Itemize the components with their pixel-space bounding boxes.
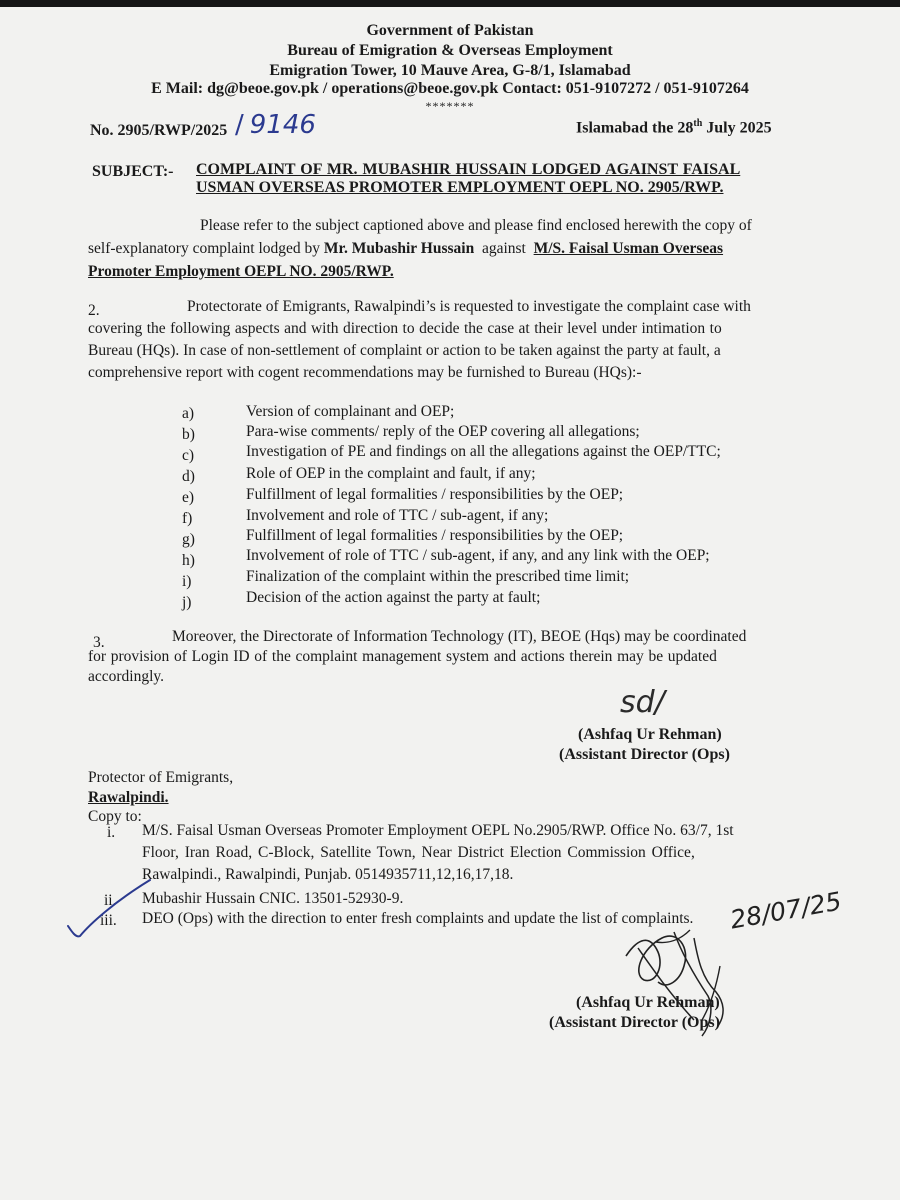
handwritten-diary-number: / 9146 [235,110,316,140]
subject-label: SUBJECT:- [92,163,174,180]
place-date: Islamabad the 28th July 2025 [576,118,772,137]
letterhead-address: Emigration Tower, 10 Mauve Area, G-8/1, Islamabad [269,62,631,79]
letterhead-contact: E Mail: dg@beoe.gov.pk / operations@beoe.gov.pk Contact: 051-9107272 / 051-9107264 [151,80,749,97]
subject-line-1: COMPLAINT OF MR. MUBASHIR HUSSAIN LODGED AGAINST FAISAL [196,161,741,178]
letterhead-bureau: Bureau of Emigration & Overseas Employment [287,42,613,59]
handwritten-date: 28/07/25 [728,886,844,935]
para3-line-1: Moreover, the Directorate of Information Technology (IT), BEOE (Hqs) may be coordinated [172,628,747,645]
letterhead-government: Government of Pakistan [366,22,534,39]
signature-sd-mark: sd/ [620,685,665,720]
para1-line-2: self-explanatory complaint lodged by Mr. Mubashir Hussain against M/S. Faisal Usman Overseas [88,240,724,257]
para3-line-2: for provision of Login ID of the complaint management system and actions therein may be updated [88,648,717,665]
signatory-title-2: (Assistant Director (Ops) [549,1014,720,1031]
letter-page: Government of Pakistan Bureau of Emigration & Overseas Employment Emigration Tower, 10 Mauve Area, G-8/1, Islamabad E Mail: dg@beoe.gov.pk / operations@beoe.gov.pk Contact: 051-9107272 / 051-9107264 ******* No. 2905/RWP/2025 / 9146 Islamabad the 28th July 2025 SUBJECT:- COMPLAINT OF MR. MUBASHIR HUSSAIN LODGED AGAINST FAISAL USMAN OVERSEAS PROMOTER EMPLOYMENT OEPL NO. 2905/RWP. Please refer to the subject captioned above and please find enclosed herewith the copy of self-explanatory complaint lodged by Mr. Mubashir Hussain against M/S. Faisal Usman Overseas Promoter Employment OEPL NO. 2905/RWP. 2. Protectorate of Emigrants, Rawalpindi’s is requested to investigate the complaint case with covering the following aspects and with direction to decide the case at their level under intimation to Bureau (HQs). In case of non-settlement of complaint or action to be taken against the party at fault, a comprehensive report with cogent recommendations may be furnished to Bureau (HQs):- a) Version of complainant and OEP; b) Para-wise comments/ reply of the OEP covering all allegations; c) Investigation of PE and findings on all the allegations against the OEP/TTC; d) Role of OEP in the complaint and fault, if any; e) Fulfillment of legal formalities / responsibilities by the OEP; f) Involvement and role of TTC / sub-agent, if any; g) Fulfillment of legal formalities / responsibilities by the OEP; h) Involvement of role of TTC / sub-agent, if any, and any link with the OEP; i) Finalization of the complaint within the prescribed time limit; j) Decision of the action against the party at fault; 3. Moreover, the Directorate of Information Technology (IT), BEOE (Hqs) may be coordinated for provision of Login ID of the complaint management system and actions therein may be updated accordingly. sd/ (Ashfaq Ur Rehman) (Assistant Director (Ops) Protector of Emigrants, Rawalpindi. Copy to: i. M/S. Faisal Usman Overseas Promoter Employment OEPL No.2905/RWP. Office No. 63/7, 1st Floor, Iran Road, C-Block, Satellite Town, Near District Election Commission Office, Rawalpindi., Rawalpindi, Punjab. 0514935711,12,16,17,18. ii. Mubashir Hussain CNIC. 13501-52930-9. iii. DEO (Ops) with the direction to enter fresh complaints and update the list of complaints. 28/07/25 (Ashfaq Ur Rehman) (Assistant Director (Ops) [0,0,900,1200]
para3-number: 3. [93,634,105,651]
checkmark-icon [62,872,154,942]
para2-line-4: comprehensive report with cogent recommendations may be furnished to Bureau (HQs):- [88,364,642,381]
addressee-line-2: Rawalpindi. [88,789,169,806]
letterhead-separator: ******* [425,99,475,113]
para2-number: 2. [88,302,100,319]
signatory-name-2: (Ashfaq Ur Rehman) [576,994,720,1011]
copy-to-label: Copy to: [88,808,142,825]
signatory-name: (Ashfaq Ur Rehman) [578,726,722,743]
addressee-line-1: Protector of Emigrants, [88,769,234,786]
scan-edge [0,0,900,7]
para1-line-1: Please refer to the subject captioned above and please find enclosed herewith the copy of [200,217,752,234]
para3-line-3: accordingly. [88,668,165,685]
signatory-title: (Assistant Director (Ops) [559,746,730,763]
para2-line-1: Protectorate of Emigrants, Rawalpindi’s is requested to investigate the complaint case with [187,298,751,315]
para1-line-3: Promoter Employment OEPL NO. 2905/RWP. [88,263,394,280]
para2-line-3: Bureau (HQs). In case of non-settlement of complaint or action to be taken against the party at fault, a [88,342,721,359]
reference-number: No. 2905/RWP/2025 [90,122,228,139]
para2-line-2: covering the following aspects and with direction to decide the case at their level under intimation to [88,320,722,337]
subject-line-2: USMAN OVERSEAS PROMOTER EMPLOYMENT OEPL NO. 2905/RWP. [196,179,724,196]
